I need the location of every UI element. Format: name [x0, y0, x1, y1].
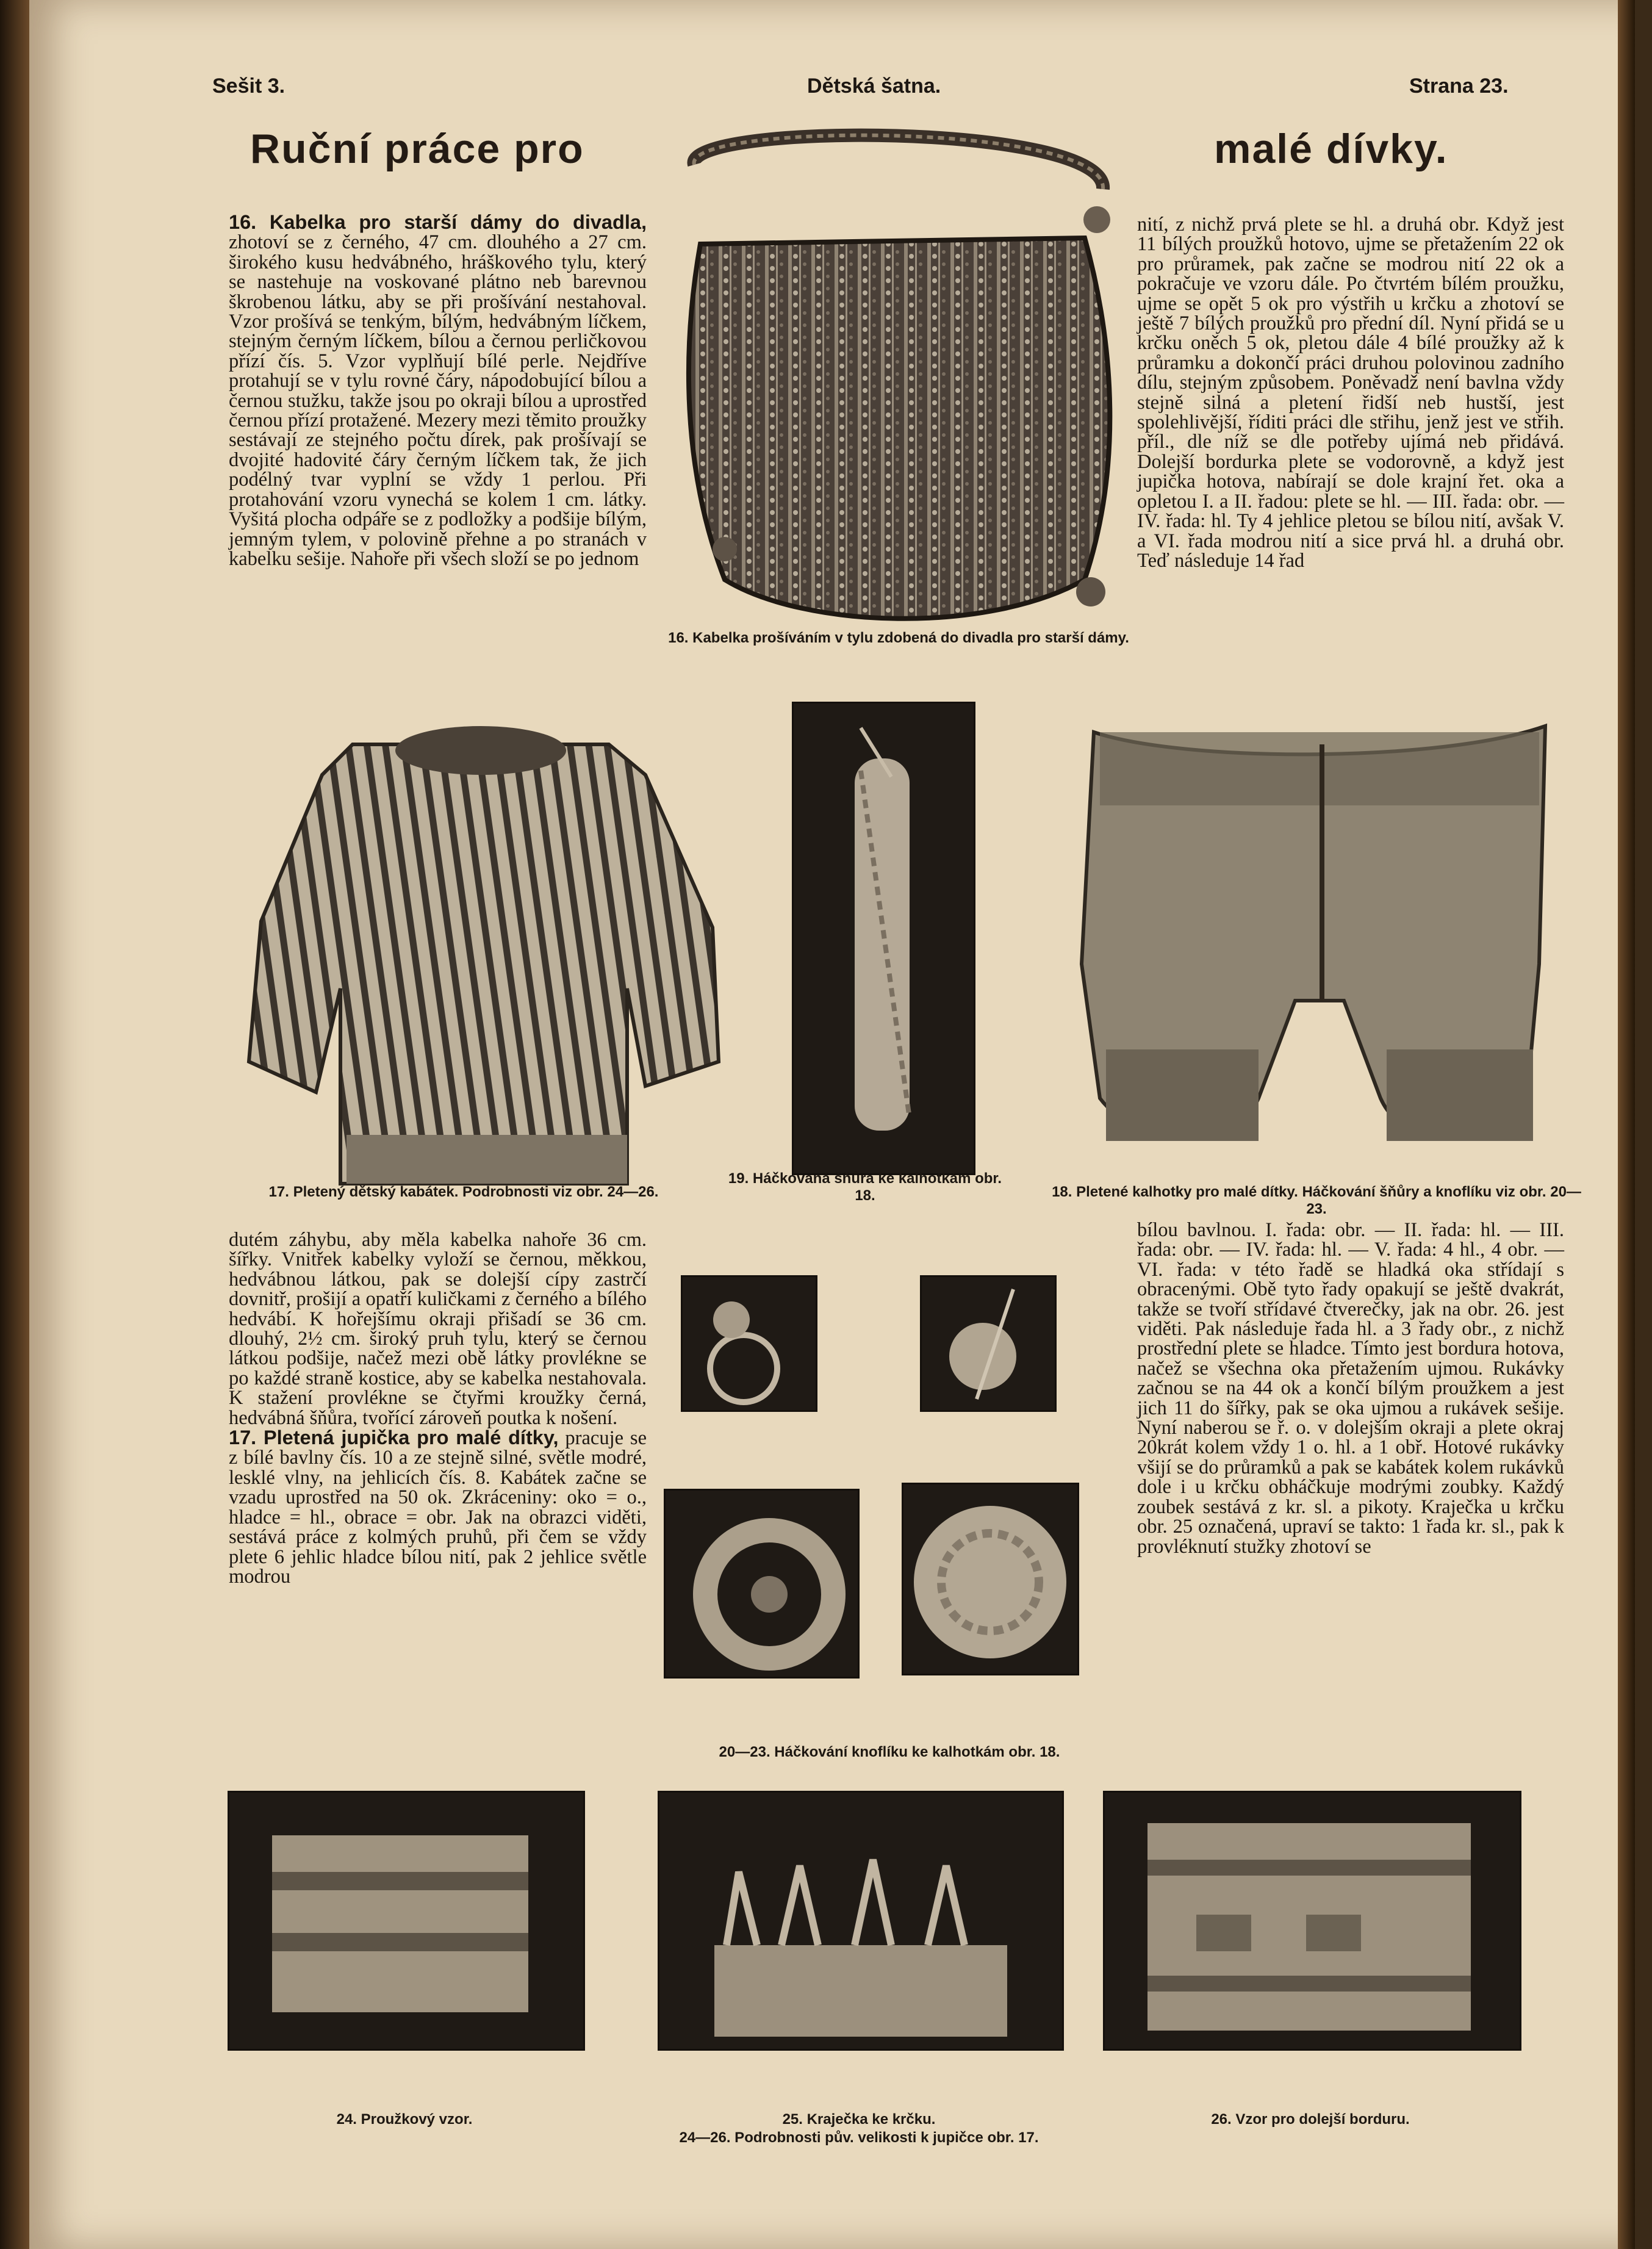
- figure-19-cord: [792, 702, 975, 1175]
- caption-26: 26. Vzor pro dolejší borduru.: [1211, 2111, 1410, 2128]
- figure-23: [902, 1483, 1079, 1675]
- figure-22: [664, 1489, 860, 1679]
- figure-21-image: [922, 1277, 1055, 1410]
- caption-24-26: 24—26. Podrobnosti pův. velikosti k jupičce obr. 17.: [679, 2129, 1039, 2146]
- caption-16: 16. Kabelka prošíváním v tylu zdobená do divadla pro starší dámy.: [668, 630, 1129, 646]
- knickers-image: [1063, 708, 1570, 1190]
- figure-16-bag: [670, 128, 1133, 622]
- cord-image: [794, 703, 974, 1173]
- header-left: Sešit 3.: [212, 74, 286, 98]
- page-edge: [1618, 0, 1635, 2249]
- figure-21: [920, 1275, 1057, 1412]
- figure-24: [228, 1791, 585, 2051]
- caption-17: 17. Pletený dětský kabátek. Podrobnosti viz obr. 24—26.: [268, 1184, 659, 1200]
- figure-25-image: [659, 1793, 1062, 2049]
- caption-24: 24. Proužkový vzor.: [336, 2111, 473, 2128]
- article-17-heading: 17. Pletená jupička pro malé dítky,: [229, 1427, 559, 1449]
- figure-22-image: [666, 1491, 858, 1677]
- book-spine: [0, 0, 29, 2249]
- caption-20-23: 20—23. Háčkování knoflíku ke kalhotkám obr. 18.: [719, 1744, 1060, 1760]
- caption-19: 19. Háčkovaná šňůra ke kalhotkám obr. 18.: [728, 1170, 1002, 1204]
- caption-25: 25. Kraječka ke krčku.: [782, 2111, 936, 2128]
- figure-25: [658, 1791, 1064, 2051]
- figure-20: [681, 1275, 817, 1412]
- article-right-top: nití, z nichž prvá plete se hl. a druhá obr. Když jest 11 bílých proužků hotovo, ujme se přetažením 22 ok pro průramek, pak začne se modrou nití 22 ok a pokračuje ve vzoru dále. Po čtvrtém bílém proužku, ujme se opět 5 ok pro výstřih u krčku a zhotoví se ještě 7 bílých proužků pro přední díl. Nyní přidá se u krčku oněch 5 ok, pletou dále 4 bílé proužky až k průramku a dokončí práci druhou polovinou zadního dílu, stejným způsobem. Poněvadž není bavlna vždy stejně silná a pletení řidší neb hustší, jest spolehlivější, říditi práci dle střihu, jenž jest ve střih. příl., dle níž se dle potřeby ujímá neb přidává. Dolejší bordurka plete se vodorovně, a když jest jupička hotova, nabírají se dole krajní řet. oka a opletou I. a II. řadou: plete se hl. — III. řada: obr. — IV. řada: hl. Ty 4 jehlice pletou se bílou nití, avšak V. a VI. řada modrou nití a sice prvá hl. a druhá obr. Teď následuje 14 řad: [1137, 214, 1564, 572]
- article-16-continued: [229, 1230, 647, 1586]
- magazine-page: [29, 0, 1635, 2249]
- title-right: malé dívky.: [1214, 126, 1448, 172]
- article-16-heading: 16. Kabelka pro starší dámy do divadla,: [229, 211, 647, 233]
- article-16-text: zhotoví se z černého, 47 cm. dlouhého a 27 cm. širokého kusu hedvábného, hráškového tylu, který se nastehuje na voskované plátno neb barevnou škrobenou látku, aby se při prošívání nestahoval. Vzor prošívá se tenkým, bílým, hedvábným líčkem, stejným černým líčkem, bílou a černou perličkovou přízí čís. 5. Vzor vyplňují bílé perle. Nejdříve protahují se v tylu rovné čáry, nápodobující bílou a černou stužku, takže jsou po okraji bílou a uprostřed černou přízí protažené. Mezery mezi těmito proužky sestávají ze stejného počtu dírek, pak prošívají se dvojité hadovité čáry černým líčkem tak, že jich podélný tvar vyplní se vždy 1 perlou. Při protahování vzoru vynechá se kolem 1 cm. látky. Vyšitá plocha odpáře se z podložky a podšije bílým, jemným tylem, v polovině přehne a po stranách v kabelku sešije. Nahoře při všech složí se po jednom: [229, 231, 647, 570]
- figure-17-sweater: [231, 720, 737, 1196]
- figure-23-image: [903, 1484, 1077, 1674]
- article-16-cont-text: dutém záhybu, aby měla kabelka nahoře 36 cm. šířky. Vnitřek kabelky vyloží se černou, měkkou, hedvábnou látkou, pak se dolejší cípy zastrčí dovnitř, prošijí a opatří kuličkami z černého a bílého hedvábí. K hořejšímu okraji přišadí se 36 cm. dlouhý, 2½ cm. široký pruh tylu, který se černou látkou podšije, načež mezi obě látky provlékne se po každé straně kostice, aby se kabelka nestahovala. K stažení provlékne se čtyřmi kroužky černá, hedvábná šňůra, tvořící zároveň poutka k nošení.: [229, 1229, 647, 1429]
- bag-image: [670, 128, 1133, 622]
- figure-26-image: [1105, 1793, 1520, 2049]
- figure-18-knickers: [1063, 708, 1570, 1190]
- caption-18: 18. Pletené kalhotky pro malé dítky. Háčkování šňůry a knoflíku viz obr. 20—23.: [1052, 1184, 1581, 1217]
- figure-26: [1103, 1791, 1521, 2051]
- header-center: Dětská šatna.: [807, 74, 941, 98]
- figure-24-image: [229, 1793, 583, 2049]
- title-left: Ruční práce pro: [250, 126, 584, 172]
- header-right: Strana 23.: [1409, 74, 1509, 98]
- article-right-mid: bílou bavlnou. I. řada: obr. — II. řada: hl. — III. řada: obr. — IV. řada: hl. — V. řada: 4 hl., 4 obr. — VI. řada: v této řadě se hladká oka střídají s obracenými. Obě tyto řady opakují se ještě dvakrát, takže se tvoří střídavé čtverečky, jak na obr. 26. jest viděti. Pak následuje řada hl. a 3 řady obr., z nichž prostřední plete se hladce. Tímto jest bordura hotova, načež se všechna oka přetažením ujmou. Rukávky začnou se na 44 ok a končí bílým proužkem a jest jich 11 do šířky, pak se oka ujmou a rukávek sešije. Nyní naberou se ř. o. v dolejším okraji a plete okraj 20krát kolem vždy 1 o. hl. a 1 obř. Hotové rukávky všijí se do průramků a pak se kabátek kolem rukávků dole i u krčku obháčkuje modrými zoubky. Každý zoubek sestává z kr. sl. a pikoty. Kraječka u krčku obr. 25 označená, upraví se takto: 1 řada kr. sl., pak k provléknutí stužky zhotoví se: [1137, 1219, 1564, 1558]
- sweater-image: [231, 720, 737, 1196]
- figure-20-image: [683, 1277, 816, 1410]
- article-16: [229, 212, 647, 569]
- article-17-text: pracuje se z bílé bavlny čís. 10 a ze stejně silné, světle modré, lesklé vlny, na jehlicích čís. 8. Kabátek začne se vzadu uprostřed na 50 ok. Zkráceniny: oko = o., hladce = hl., obrace = obr. Jak na obrazci viděti, sestává práce z kolmých pruhů, při čem se vždy plete 6 jehlic hladce bílou nití, pak 2 jehlice světle modrou: [229, 1427, 647, 1588]
